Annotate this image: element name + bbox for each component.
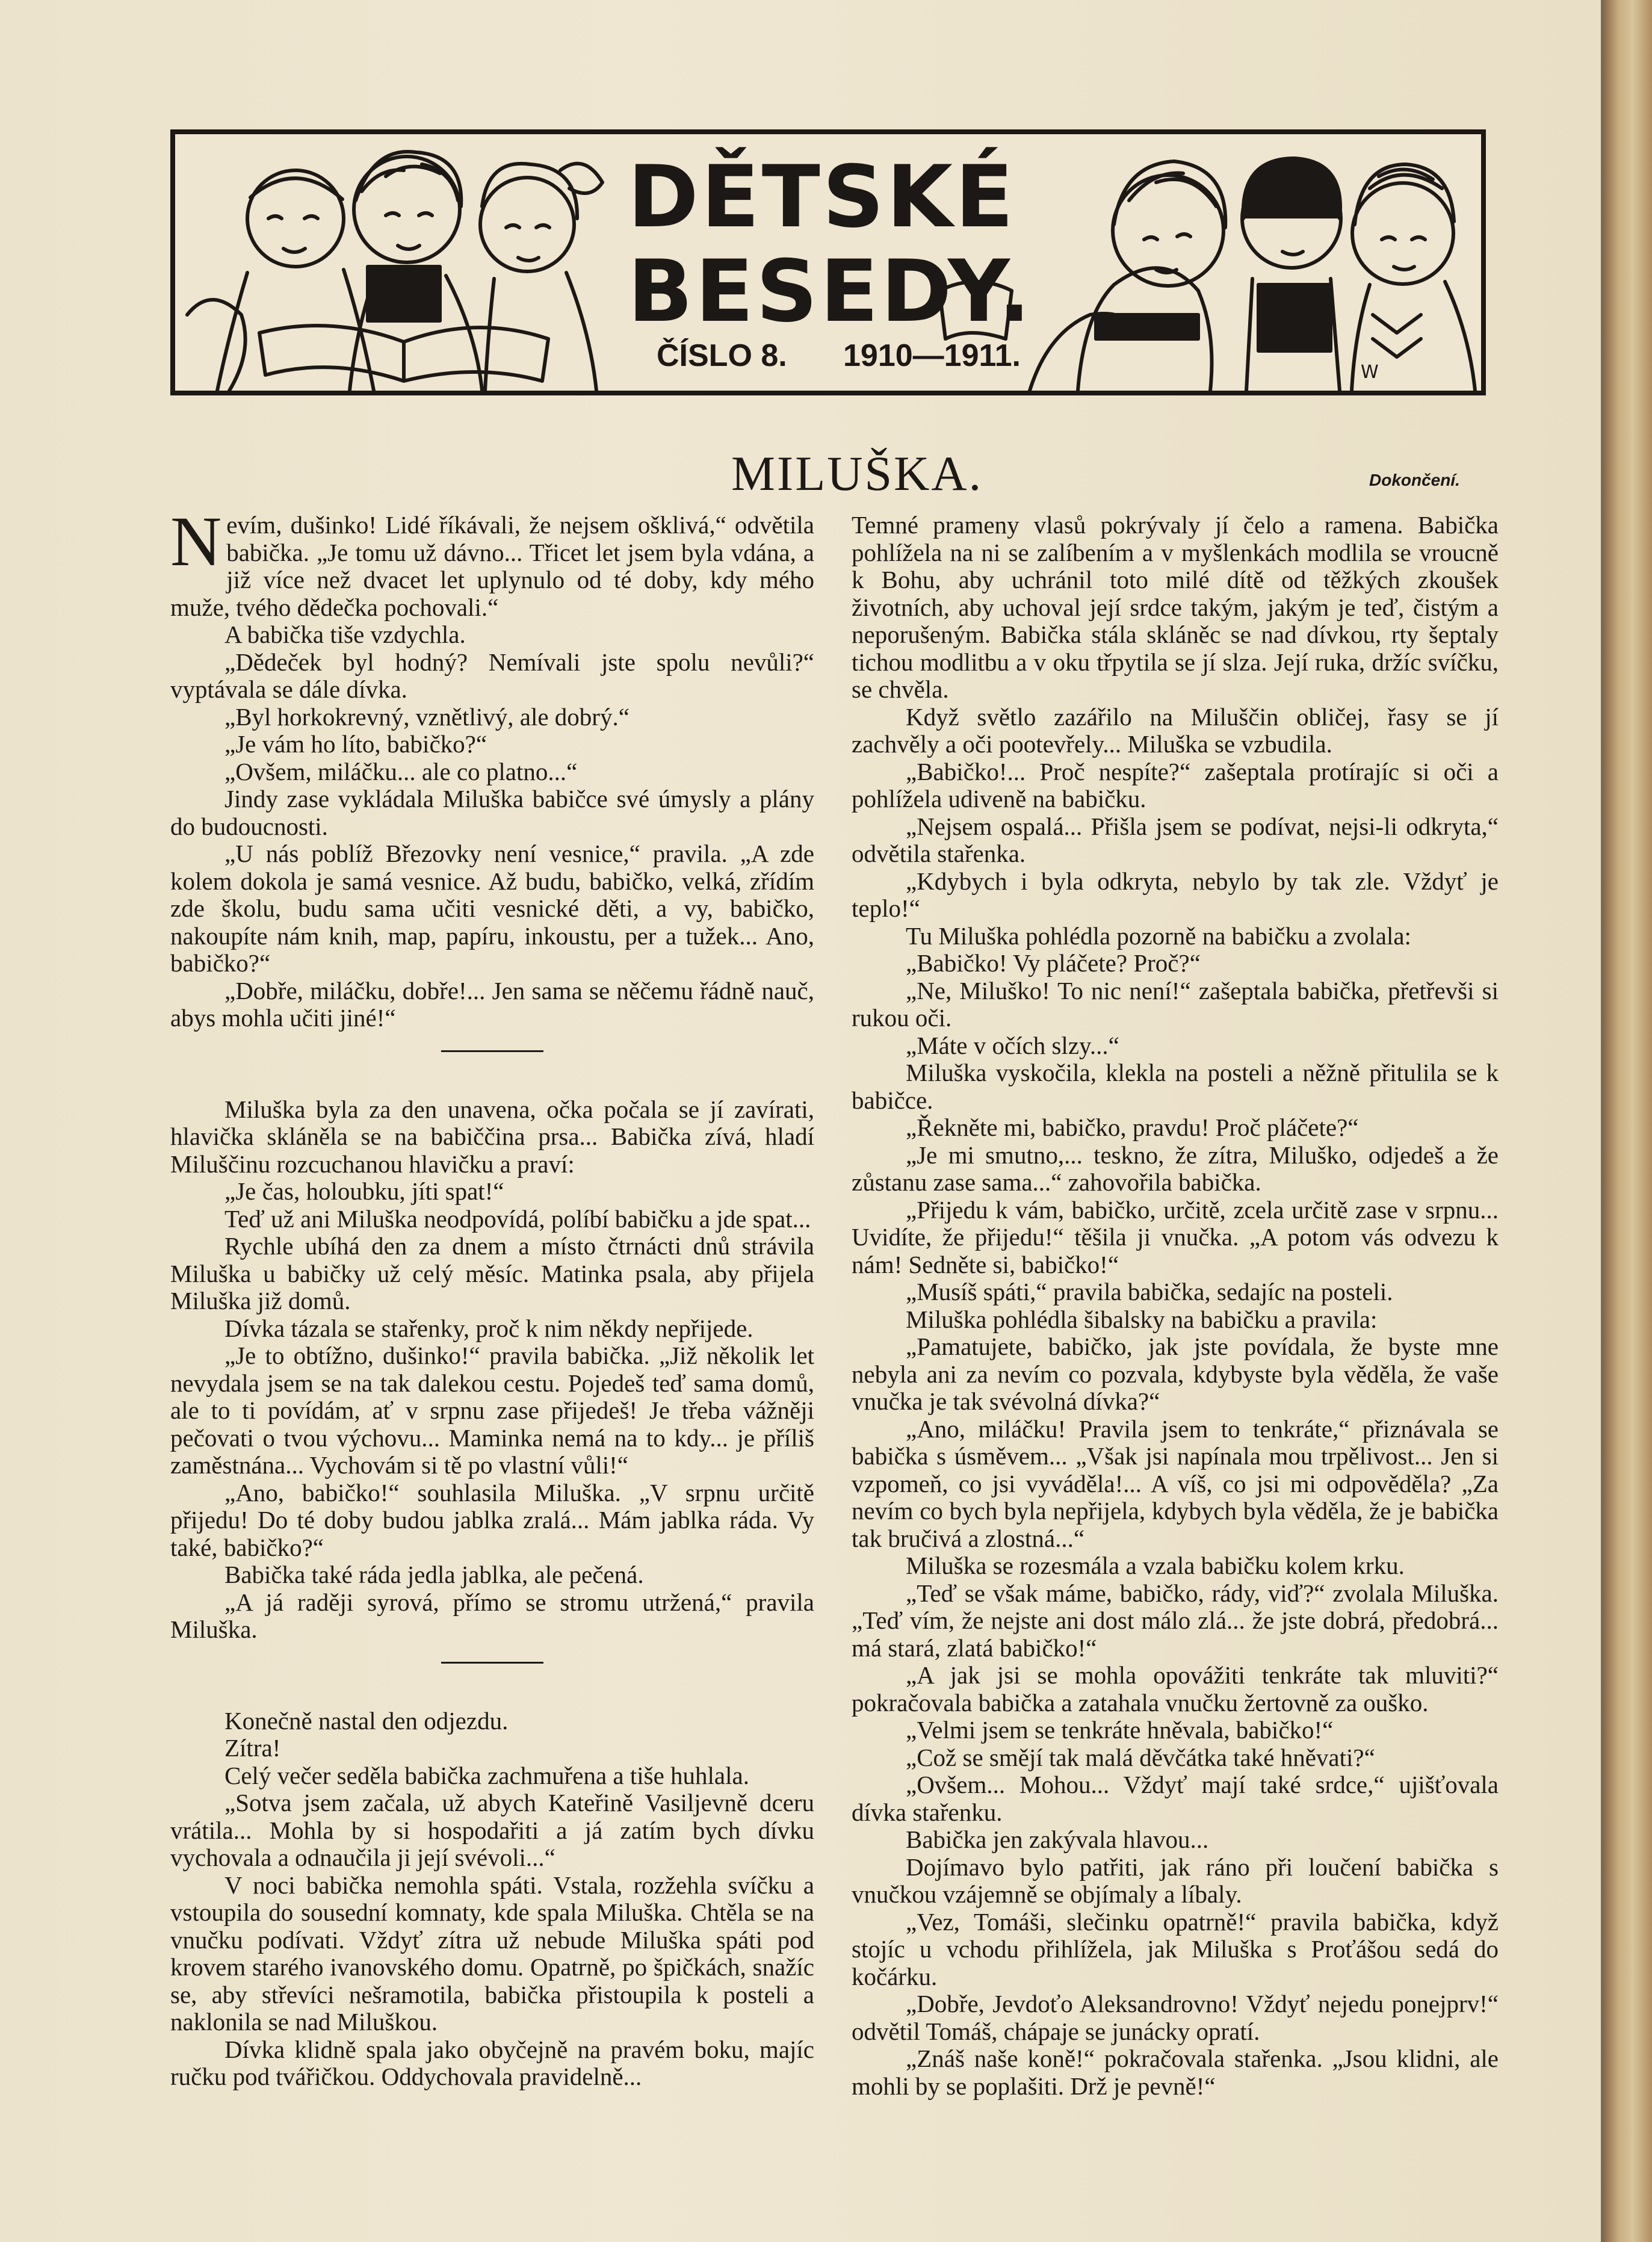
paragraph — [170, 1589, 814, 1644]
drop-cap: N — [170, 502, 222, 581]
paragraph — [852, 1306, 1499, 1334]
paragraph — [170, 621, 814, 649]
paragraph — [852, 923, 1499, 950]
paragraph — [852, 2045, 1499, 2100]
paragraph — [170, 1762, 814, 1790]
paragraph-text: „Ne, Miluško! To nic není!“ zašeptala babička, přetřevši si rukou oči. — [852, 976, 1499, 1032]
paragraph-text: Dívka klidně spala jako obyčejně na pravém boku, majíc ručku pod tvářičkou. Oddychovala pravidelně... — [170, 2035, 814, 2090]
masthead-title-line1: DĚTSKÉ — [628, 147, 1016, 247]
paragraph-text: „Vez, Tomáši, slečinku opatrně!“ pravila babička, když stojíc u vchodu přihlížela, jak Miluška s Proťášou sedá do kočárku. — [852, 1907, 1499, 1990]
paragraph-text: „Musíš spáti,“ pravila babička, sedajíc na posteli. — [906, 1278, 1393, 1305]
artist-monogram: W — [1361, 362, 1379, 383]
paragraph-text: „Dědeček byl hodný? Nemívali jste spolu nevůli?“ vyptávala se dále dívka. — [170, 648, 814, 703]
paragraph — [170, 840, 814, 977]
section-separator — [441, 1050, 543, 1052]
masthead — [170, 129, 1486, 395]
paragraph-text: „Babičko! Vy pláčete? Proč?“ — [906, 949, 1201, 977]
paragraph-text: Babička jen zakývala hlavou... — [906, 1825, 1209, 1853]
paragraph-text: Babička také ráda jedla jablka, ale pečená. — [224, 1561, 644, 1588]
paragraph-text: „Přijedu k vám, babičko, určitě, zcela určitě zase v srpnu... Uvidíte, že přijedu!“ těšila ji vnučka. „A potom vás odvezu k nám! Sedněte si, babičko!“ — [852, 1195, 1499, 1278]
paragraph-text: „Babičko!... Proč nespíte?“ zašeptala protírajíc si oči a pohlížela udiveně na babičku. — [852, 757, 1499, 813]
paragraph — [852, 1059, 1499, 1114]
paragraph-text: „Nejsem ospalá... Přišla jsem se podívat, nejsi-li odkryta,“ odvětila stařenka. — [852, 812, 1499, 867]
paragraph-text: „A jak jsi se mohla opovážiti tenkráte tak mluviti?“ pokračovala babička a zatahala vnučku žertovně za ouško. — [852, 1661, 1499, 1717]
paragraph — [852, 1114, 1499, 1142]
masthead-title-line2: BESEDY. — [628, 242, 1033, 341]
children-left-illustration — [187, 152, 602, 391]
paragraph — [852, 1197, 1499, 1279]
paragraph-text: Temné prameny vlasů pokrývaly jí čelo a ramena. Babička pohlížela na ni se zalíbením a v myšlenkách modlila se vroucně k Bohu, aby uchránil toto milé dítě od těžkých zkoušek životních, aby uchoval její srdce takým, jakým je teď, čistým a neporušeným. Babička stála skláněc se nad dívkou, rty šeptaly tichou modlitbu a v oku třpytila se jí slza. Její ruka, držíc svíčku, se chvěla. — [852, 511, 1499, 703]
paragraph — [852, 1580, 1499, 1662]
paragraph-text: Miluška se rozesmála a vzala babičku kolem krku. — [906, 1552, 1405, 1579]
paragraph — [852, 1826, 1499, 1854]
paragraph-text: Miluška pohlédla šibalsky na babičku a pravila: — [906, 1305, 1378, 1333]
paragraph — [170, 502, 814, 621]
paragraph — [170, 977, 814, 1032]
paragraph-text: „Byl horkokrevný, vznětlivý, ale dobrý.“ — [224, 702, 630, 731]
paragraph — [170, 785, 814, 840]
paragraph — [170, 1233, 814, 1315]
paragraph-text: „Ano, babičko!“ souhlasila Miluška. „V srpnu určitě přijedu! Do té doby budou jablka zralá... Mám jablka ráda. Vy také, babičko?“ — [170, 1478, 814, 1561]
paragraph — [170, 1561, 814, 1589]
paragraph-text: „Pamatujete, babičko, jak jste povídala, že byste mne nebyla ani za nevím co pozvala, kdybyste byla věděla, že vaše vnučka je tak svévolná dívka?“ — [852, 1333, 1499, 1415]
issue-year: 1910—1911. — [843, 338, 1021, 373]
paragraph — [170, 731, 814, 758]
paragraph-text: Miluška vyskočila, klekla na posteli a něžně přitulila se k babičce. — [852, 1059, 1499, 1114]
paragraph-text: „U nás poblíž Březovky není vesnice,“ pravila. „A zde kolem dokola je samá vesnice. Až budu, babičko, velká, zřídím zde školu, budu sama učiti vesnické děti, a vy, babičko, nakoupíte nám knih, map, papíru, inkoustu, per a tužek... Ano, babičko?“ — [170, 840, 814, 977]
paragraph-text: Celý večer seděla babička zachmuřena a tiše huhlala. — [224, 1761, 749, 1789]
paragraph-text: Miluška byla za den unavena, očka počala se jí zavírati, hlavička skláněla se na babiččina prsa... Babička zívá, hladí Miluščinu rozcuchanou hlavičku a praví: — [170, 1095, 814, 1178]
left-column — [170, 502, 814, 2091]
next-page-edge — [1604, 0, 1652, 2242]
paragraph-text: „Ano, miláčku! Pravila jsem to tenkráte,“ přiznávala se babička s úsměvem... „Však jsi napínala mou trpělivost... Jen si vzpomeň, co jsi vyváděla!... A víš, co jsi mi odpověděla? „Za nevím co bych byla nepřijela, kdybych byla věděla, že je babička tak bručivá a zlostná...“ — [852, 1414, 1499, 1552]
paragraph-text: Když světlo zazářilo na Miluščin obličej, řasy se jí zachvěly a oči pootevřely... Miluška se vzbudila. — [852, 702, 1499, 758]
paragraph-text: „Je vám ho líto, babičko?“ — [224, 730, 487, 758]
paragraph-text: „Sotva jsem začala, už abych Kateřině Vasiljevně dceru vrátila... Mohla by si hospodařiti a já zatím bych dívku vychovala a odnaučila ji její svévoli...“ — [170, 1789, 814, 1871]
paragraph-text: „Znáš naše koně!“ pokračovala stařenka. „Jsou klidni, ale mohli by se poplašiti. Drž je pevně!“ — [852, 2045, 1499, 2100]
paragraph-text: „Je to obtížno, dušinko!“ pravila babička. „Již několik let nevydala jsem se na tak dalekou cestu. Pojedeš teď sama domů, ale to ti povídám, ať v srpnu zase přijedeš! Je třeba vážněji pečovati o tvou výchovu... Maminka nemá na to kdy... je příliš zaměstnána... Vychovám si tě po vlastní vůli!“ — [170, 1342, 814, 1479]
paragraph — [170, 704, 814, 731]
paragraph-text: „Máte v očích slzy...“ — [906, 1031, 1119, 1059]
paragraph — [852, 1662, 1499, 1717]
paragraph — [852, 813, 1499, 868]
paragraph — [852, 1909, 1499, 1991]
paragraph-text: „Ovšem, miláčku... ale co platno...“ — [224, 757, 578, 785]
section-separator — [441, 1662, 543, 1664]
paragraph-text: „Dobře, miláčku, dobře!... Jen sama se něčemu řádně nauč, abys mohla učiti jiné!“ — [170, 976, 814, 1032]
paragraph — [852, 512, 1499, 704]
paragraph — [852, 868, 1499, 923]
paragraph-text: V noci babička nemohla spáti. Vstala, rozžehla svíčku a vstoupila do sousední komnaty, kde spala Miluška. Chtěla se na vnučku podívati. Vždyť zítra už nebude Miluška spáti pod krovem starého ivanovského domu. Opatrně, po špičkách, snažíc se, aby střevíci nešramotila, babička přistoupila k posteli a naklonila se nad Miluškou. — [170, 1871, 814, 2036]
paragraph — [852, 950, 1499, 977]
paragraph — [170, 2036, 814, 2091]
paragraph — [170, 1315, 814, 1343]
paragraph — [852, 1854, 1499, 1909]
paragraph-text: Jindy zase vykládala Miluška babičce své úmysly a plány do budoucnosti. — [170, 785, 814, 840]
paragraph-text: „A já raději syrová, přímo se stromu utržená,“ pravila Miluška. — [170, 1588, 814, 1643]
right-column — [852, 512, 1499, 2100]
paragraph — [170, 758, 814, 786]
paragraph — [852, 704, 1499, 758]
paragraph-text: „Velmi jsem se tenkráte hněvala, babičko!“ — [906, 1716, 1334, 1744]
paragraph-text: „Je mi smutno,... teskno, že zítra, Miluško, odjedeš a že zůstanu zase sama...“ zahovořila babička. — [852, 1141, 1499, 1196]
paragraph-text: „Řekněte mi, babičko, pravdu! Proč pláčete?“ — [906, 1113, 1359, 1141]
paragraph-text: Dojímavo bylo patřiti, jak ráno při loučení babička s vnučkou vzájemně se objímaly a líbaly. — [852, 1853, 1499, 1908]
paragraph — [852, 1333, 1499, 1416]
paragraph-text: „Ovšem... Mohou... Vždyť mají také srdce,“ ujišťovala dívka stařenku. — [852, 1771, 1499, 1826]
paragraph — [170, 649, 814, 704]
paragraph — [852, 1744, 1499, 1772]
paragraph-text: A babička tiše vzdychla. — [224, 621, 466, 648]
paragraph — [852, 1552, 1499, 1580]
paragraph — [852, 1771, 1499, 1826]
paragraph-text: Zítra! — [224, 1734, 281, 1762]
paragraph-text: evím, dušinko! Lidé říkávali, že nejsem ošklivá,“ odvětila babička. „Je tomu už dávno... Třicet let jsem byla vdána, a již více než dvacet let uplynulo od té doby, kdy mého muže, tvého dědečka pochovali.“ — [170, 511, 814, 621]
paragraph-text: Tu Miluška pohlédla pozorně na babičku a zvolala: — [906, 921, 1411, 950]
paragraph — [170, 1342, 814, 1479]
paragraph — [852, 1278, 1499, 1306]
paragraph — [852, 1990, 1499, 2045]
article-title: MILUŠKA. — [731, 446, 983, 501]
paragraph — [852, 1717, 1499, 1744]
paragraph — [852, 1032, 1499, 1060]
paragraph — [852, 758, 1499, 813]
paragraph — [170, 1096, 814, 1178]
paragraph — [170, 1789, 814, 1872]
issue-number: ČÍSLO 8. — [657, 338, 787, 373]
paragraph-text: „Teď se však máme, babičko, rády, viď?“ zvolala Miluška. „Teď vím, že nejste ani dost málo zlá... že jste dobrá, předobrá... má stará, zlatá babičko!“ — [852, 1579, 1499, 1662]
paragraph — [170, 1178, 814, 1206]
paragraph — [852, 977, 1499, 1032]
paragraph — [852, 1416, 1499, 1553]
paragraph-text: „Kdybych i byla odkryta, nebylo by tak zle. Vždyť je teplo!“ — [852, 867, 1499, 922]
paragraph-text: Teď už ani Miluška neodpovídá, políbí babičku a jde spat... — [224, 1204, 811, 1233]
continuation-note: Dokončení. — [1369, 471, 1460, 489]
paragraph-text: Dívka tázala se stařenky, proč k nim někdy nepřijede. — [224, 1314, 753, 1342]
paragraph-text: Konečně nastal den odjezdu. — [224, 1706, 509, 1735]
paragraph-text: Rychle ubíhá den za dnem a místo čtrnácti dnů strávila Miluška u babičky už celý měsíc. Matinka psala, aby přijela Miluška již domů. — [170, 1232, 814, 1315]
paragraph-text: „Což se smějí tak malá děvčátka také hněvati?“ — [906, 1743, 1375, 1771]
paragraph-text: „Je čas, holoubku, jíti spat!“ — [224, 1177, 504, 1205]
paragraph-text: „Dobře, Jevdoťo Aleksandrovno! Vždyť nejedu ponejprv!“ odvětil Tomáš, chápaje se junácky opratí. — [852, 1990, 1499, 2045]
paragraph — [170, 1479, 814, 1562]
paragraph — [170, 1708, 814, 1735]
paragraph — [170, 1872, 814, 2036]
paragraph — [170, 1206, 814, 1233]
paragraph — [852, 1142, 1499, 1197]
paragraph — [170, 1735, 814, 1762]
